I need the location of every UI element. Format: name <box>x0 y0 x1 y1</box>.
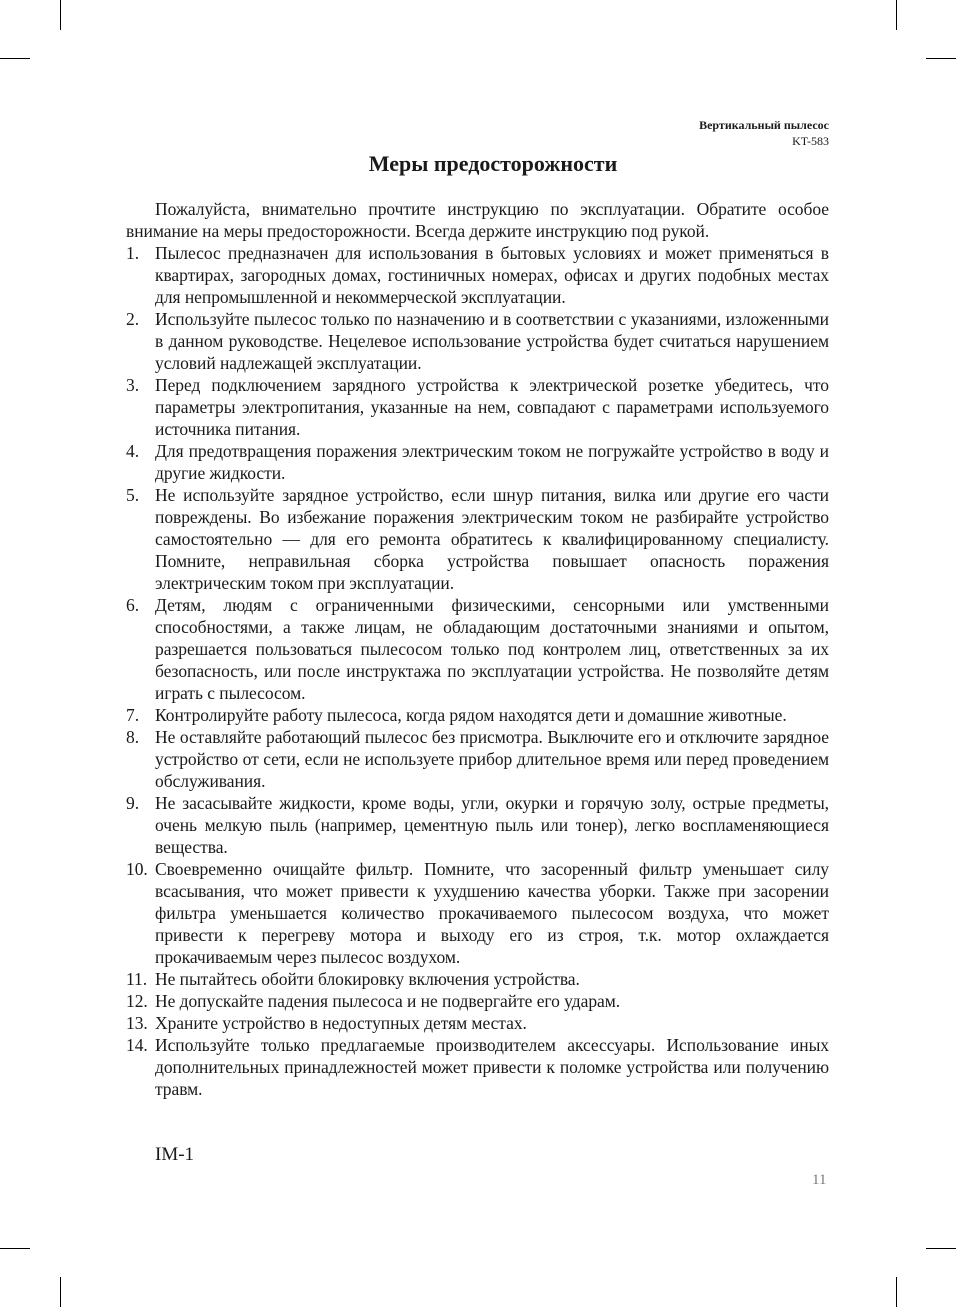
crop-mark <box>896 1277 897 1307</box>
rule-item <box>126 792 829 858</box>
rule-item <box>126 968 829 990</box>
rule-item <box>126 1012 829 1034</box>
rule-number: 5. <box>126 485 140 505</box>
rule-text: Не пытайтесь обойти блокировку включения устройства. <box>155 969 580 989</box>
rule-number: 3. <box>126 375 140 395</box>
document-code: IM-1 <box>155 1144 195 1165</box>
crop-mark <box>0 1248 30 1249</box>
rule-text: Храните устройство в недоступных детям местах. <box>155 1013 527 1033</box>
rule-number: 8. <box>126 727 140 747</box>
rule-item <box>126 308 829 374</box>
running-header <box>699 117 829 149</box>
intro-paragraph: Пожалуйста, внимательно прочтите инструкцию по эксплуатации. Обратите особое внимание на меры предосторожности. Всегда держите инструкцию под рукой. <box>126 199 829 241</box>
rule-item <box>126 440 829 484</box>
crop-mark <box>896 0 897 30</box>
rule-item <box>126 484 829 594</box>
crop-mark <box>926 1248 956 1249</box>
rule-number: 7. <box>126 705 140 725</box>
rule-item <box>126 374 829 440</box>
rule-number: 12. <box>126 991 148 1011</box>
rule-number: 9. <box>126 793 140 813</box>
header-product: Вертикальный пылесос <box>699 118 829 132</box>
rule-text: Пылесос предназначен для использования в бытовых условиях и может применяться в квартирах, загородных домах, гостиничных номерах, офисах и других подобных местах для непромышленной и некоммерческой эксплуатации. <box>155 243 829 307</box>
rule-item <box>126 704 829 726</box>
rule-text: Контролируйте работу пылесоса, когда рядом находятся дети и домашние животные. <box>155 705 787 725</box>
rule-number: 13. <box>126 1013 148 1033</box>
rule-text: Не оставляйте работающий пылесос без присмотра. Выключите его и отключите зарядное устройство от сети, если не используете прибор длительное время или перед проведением обслуживания. <box>155 727 829 791</box>
rule-number: 14. <box>126 1035 148 1055</box>
page-title: Меры предосторожности <box>368 151 618 176</box>
rule-number: 4. <box>126 441 140 461</box>
header-model: KT-583 <box>792 134 829 148</box>
rule-text: Не засасывайте жидкости, кроме воды, угли, окурки и горячую золу, острые предметы, очень мелкую пыль (например, цементную пыль или тонер), легко воспламеняющиеся вещества. <box>155 793 829 857</box>
crop-mark <box>60 0 61 30</box>
rule-item <box>126 1034 829 1100</box>
rule-number: 10. <box>126 859 148 879</box>
rule-number: 6. <box>126 595 140 615</box>
crop-mark <box>926 58 956 59</box>
rule-text: Не допускайте падения пылесоса и не подвергайте его ударам. <box>155 991 621 1011</box>
rules-list <box>126 242 829 1100</box>
rule-text: Перед подключением зарядного устройства к электрической розетке убедитесь, что параметры электропитания, указанные на нем, совпадают с параметрами используемого источника питания. <box>155 375 829 439</box>
rule-item <box>126 594 829 704</box>
rule-item <box>126 990 829 1012</box>
rule-text: Для предотвращения поражения электрическим током не погружайте устройство в воду и другие жидкости. <box>155 441 829 483</box>
rule-item <box>126 242 829 308</box>
rule-item <box>126 858 829 968</box>
rule-text: Используйте пылесос только по назначению и в соответствии с указаниями, изложенными в данном руководстве. Нецелевое использование устройства будет считаться нарушением условий надлежащей эксплуатации. <box>155 309 829 373</box>
rule-text: Своевременно очищайте фильтр. Помните, что засоренный фильтр уменьшает силу всасывания, что может привести к ухудшению качества уборки. Также при засорении фильтра уменьшается количество прокачиваемого пылесосом воздуха, что может привести к перегреву мотора и выходу его из строя, т.к. мотор охлаждается прокачиваемым через пылесос воздухом. <box>155 859 829 967</box>
rule-text: Не используйте зарядное устройство, если шнур питания, вилка или другие его части повреждены. Во избежание поражения электрическим током не разбирайте устройство самостоятельно — для его ремонта обратитесь к квалифицированному специалисту. Помните, неправильная сборка устройства повышает опасность поражения электрическим током при эксплуатации. <box>155 485 829 593</box>
rule-number: 1. <box>126 243 140 263</box>
page-number: 11 <box>812 1172 827 1188</box>
rule-number: 2. <box>126 309 140 329</box>
rule-text: Используйте только предлагаемые производителем аксессуары. Использование иных дополнительных принадлежностей может привести к поломке устройства или получению травм. <box>155 1035 829 1099</box>
safety-section <box>126 198 829 1100</box>
rule-item <box>126 726 829 792</box>
crop-mark <box>60 1277 61 1307</box>
rule-number: 11. <box>126 969 148 989</box>
crop-mark <box>0 58 30 59</box>
rule-text: Детям, людям с ограниченными физическими, сенсорными или умственными способностями, а также лицам, не обладающим достаточными знаниями и опытом, разрешается пользоваться пылесосом только под контролем лиц, ответственных за их безопасность, или после инструктажа по эксплуатации устройства. Не позволяйте детям играть с пылесосом. <box>155 595 829 703</box>
